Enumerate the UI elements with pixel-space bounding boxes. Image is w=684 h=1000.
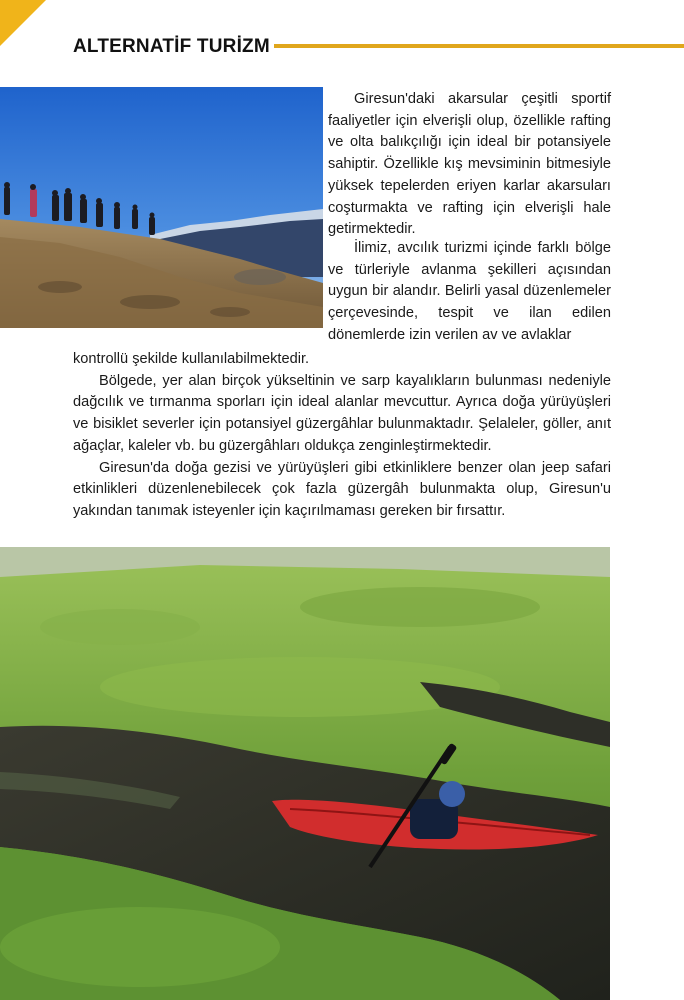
paragraph-rafting: Giresun'daki akarsular çeşitli sportif faaliyetler için elverişli olup, özellikle rafting ve olta balıkçılığı için ideal bir potansiyele sahiptir. Özellikle kış mevsiminin bitmesiyle yüksek tepelerden eriyen karlar akarsuları coşturmakta ve rafting için elverişli hale getirmektedir. [328,91,611,238]
paragraph-hunting-end: kontrollü şekilde kullanılabilmektedir. [73,351,310,367]
header-rule [274,44,684,48]
kayak-photo [0,547,610,1000]
body-text [73,349,611,523]
paragraph-mountaineering: Bölgede, yer alan birçok yükseltinin ve sarp kayalıkların bulunması nedeniyle dağcılık ve tırmanma sporları için ideal alanlar mevcuttur. Ayrıca doğa yürüyüşleri ve bisiklet severler için potansiyel güzergâhlar bulunmaktadır. Şelaleler, göller, anıt ağaçlar, kaleler vb. bu güzergâhları oldukça zenginleştirmektedir. [73,372,611,454]
paragraph-hunting: İlimiz, avcılık turizmi içinde farklı bölge ve türleriyle avlanma şekilleri açısından uygun bir alandır. Belirli yasal düzenlemeler çerçevesinde, tespit ve ilan edilen dönemlerde izin verilen av ve avlaklar [328,240,611,343]
hikers-photo [0,87,323,328]
paragraph-jeep-safari: Giresun'da doğa gezisi ve yürüyüşleri gibi etkinliklere benzer olan jeep safari etkinlikleri düzenlenebilecek çok fazla güzergâh bulunmakta olup, Giresun'u yakından tanımak isteyenler için kaçırılmaması gereken bir fırsattır. [73,459,611,519]
section-title: ALTERNATİF TURİZM [73,36,270,57]
corner-accent [0,0,46,46]
